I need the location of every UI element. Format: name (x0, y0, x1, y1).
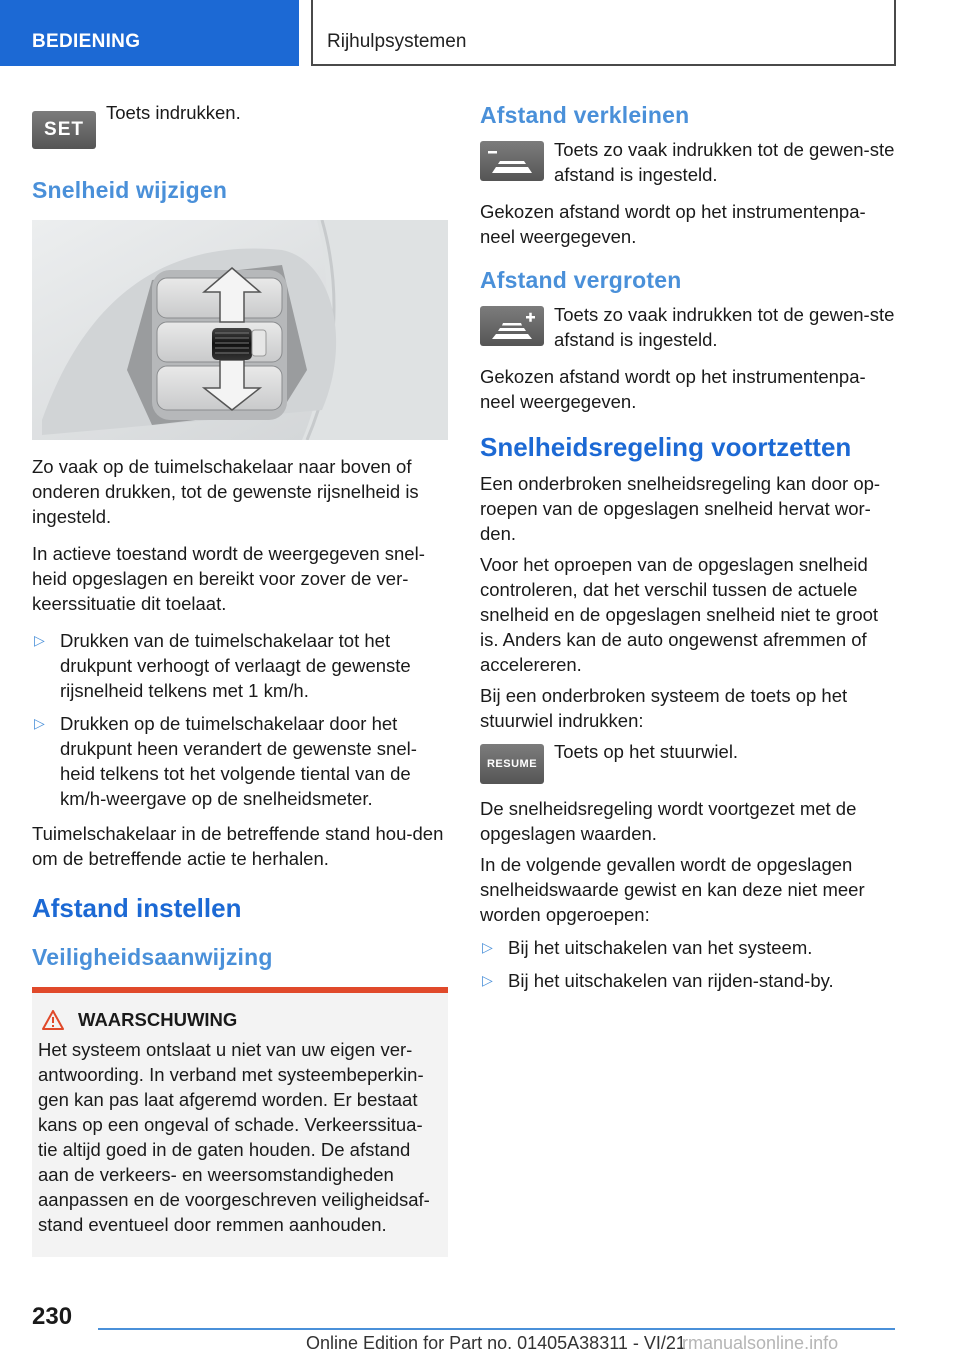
paragraph-resume-continues: De snelheidsregeling wordt voortgezet met de opgeslagen waarden. (480, 798, 857, 844)
triangle-right-icon: ▷ (34, 632, 45, 648)
increase-key-text: Toets zo vaak indrukken tot de gewen-ste afstand is ingesteld. (554, 304, 895, 350)
paragraph-active-state: In actieve toestand wordt de weergegeven snel-heid opgeslagen en bereikt voor zover de ver-keerssituatie dit toelaat. (32, 543, 425, 614)
set-key-text: Toets indrukken. (106, 102, 241, 123)
distance-decrease-button-image (480, 141, 544, 181)
resume-key-row (480, 739, 895, 784)
rocker-switch-illustration (32, 220, 448, 440)
set-key-row (32, 100, 448, 149)
decrease-key-row (480, 137, 895, 187)
page-header (0, 0, 960, 66)
resume-heading: Snelheidsregeling voortzetten (480, 432, 852, 462)
paragraph-rocker-usage: Zo vaak op de tuimelschakelaar naar boven of onderen drukken, tot de gewenste rijsnelheid is ingesteld. (32, 456, 419, 527)
warning-text: Het systeem ontslaat u niet van uw eigen ver-antwoording. In verband met systeembeperkin-gen kan pas laat afgeremd worden. Er bestaat kans op een ongeval of schade. Verkeerssitua-tie altijd goed in de gaten houden. De afstand aan de verkeers- en weersomstandigheden aanpassen en de voorgeschreven veiligheidsaf-stand eventueel door remmen aanhouden. (38, 1039, 430, 1235)
list-item: ▷ Bij het uitschakelen van rijden-stand-by. (482, 970, 834, 991)
distance-increase-icon (480, 306, 544, 346)
list-item: ▷ Drukken op de tuimelschakelaar door het drukpunt heen verandert de gewenste snel-heid telkens tot het volgende tiental van de km/h-weergave op de snelheidsmeter. (34, 713, 417, 809)
warning-triangle-icon (42, 1010, 64, 1030)
page-footer (0, 1298, 960, 1362)
speed-change-heading: Snelheid wijzigen (32, 177, 228, 203)
chapter-title: Rijhulpsystemen (311, 0, 896, 66)
safety-heading: Veiligheidsaanwijzing (32, 944, 273, 970)
warning-box (32, 987, 448, 1257)
watermark-text: rmanualsonline.info (682, 1333, 839, 1353)
right-column (480, 100, 895, 1003)
footer-rule (98, 1328, 895, 1330)
edition-text: Online Edition for Part no. 01405A38311 - VI/21 (306, 1333, 686, 1353)
rocker-switch-photo (32, 220, 448, 440)
decrease-key-text: Toets zo vaak indrukken tot de gewen-ste afstand is ingesteld. (554, 139, 895, 185)
warning-title: WAARSCHUWING (38, 1009, 442, 1031)
resume-key-text: Toets op het stuurwiel. (554, 741, 739, 762)
increase-heading: Afstand vergroten (480, 267, 682, 293)
list-item: ▷ Bij het uitschakelen van het systeem. (482, 937, 813, 958)
resume-button-image: RESUME (480, 744, 544, 784)
triangle-right-icon: ▷ (482, 972, 493, 988)
distance-decrease-icon (480, 141, 544, 181)
page-number: 230 (32, 1303, 73, 1330)
list-item: ▷ Drukken van de tuimelschakelaar tot het drukpunt verhoogt of verlaagt de gewenste rijsnelheid telkens met 1 km/h. (34, 630, 411, 701)
paragraph-resume-intro: Een onderbroken snelheidsregeling kan door op-roepen van de opgeslagen snelheid hervat wor-den. (480, 473, 881, 544)
section-tab: BEDIENING (0, 0, 299, 66)
decrease-heading: Afstand verkleinen (480, 102, 690, 128)
triangle-right-icon: ▷ (482, 939, 493, 955)
paragraph-increase-display: Gekozen afstand wordt op het instrumentenpa-neel weergegeven. (480, 366, 866, 412)
triangle-right-icon: ▷ (34, 715, 45, 731)
left-column (32, 100, 448, 1257)
paragraph-resume-press: Bij een onderbroken systeem de toets op het stuurwiel indrukken: (480, 685, 848, 731)
resume-bullet-list (480, 935, 895, 993)
paragraph-resume-cleared: In de volgende gevallen wordt de opgeslagen snelheidswaarde gewist en kan deze niet meer worden opgeroepen: (480, 854, 865, 925)
paragraph-decrease-display: Gekozen afstand wordt op het instrumentenpa-neel weergegeven. (480, 201, 866, 247)
paragraph-hold-rocker: Tuimelschakelaar in de betreffende stand hou-den om de betreffende actie te herhalen. (32, 823, 444, 869)
distance-increase-button-image (480, 306, 544, 346)
distance-heading: Afstand instellen (32, 893, 242, 923)
increase-key-row (480, 302, 895, 352)
rocker-bullet-list (32, 628, 448, 811)
paragraph-resume-check: Voor het oproepen van de opgeslagen snelheid controleren, dat het verschil tussen de actuele snelheid en de opgeslagen snelheid niet te groot is. Anders kan de auto ongewenst afremmen of accelereren. (480, 554, 879, 675)
set-button-image: SET (32, 111, 96, 149)
